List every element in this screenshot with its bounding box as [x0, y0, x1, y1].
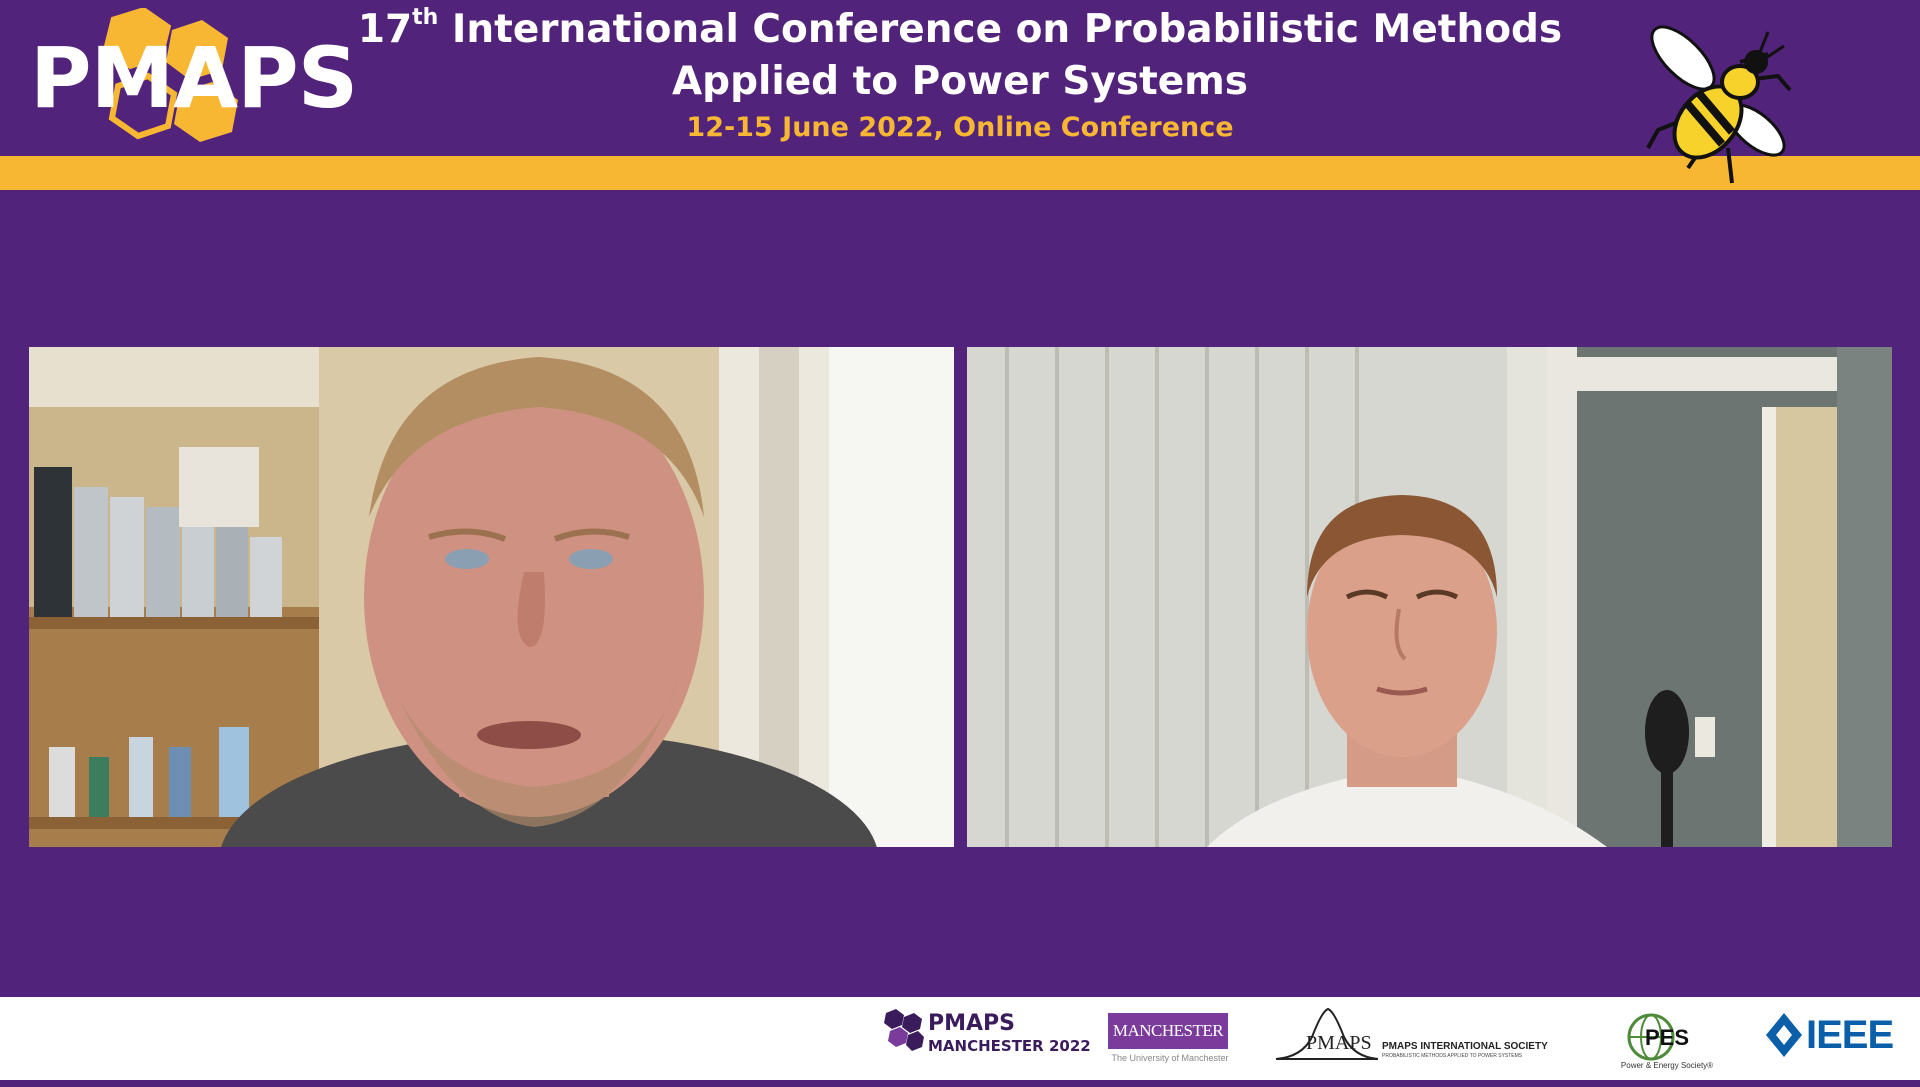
- ieee-name: IEEE: [1806, 1013, 1894, 1057]
- pmaps-footer-title: PMAPS: [928, 1011, 1016, 1036]
- society-name: PMAPS INTERNATIONAL SOCIETY: [1382, 1041, 1548, 1052]
- title-line-2: Applied to Power Systems: [671, 59, 1249, 104]
- conference-title: [340, 4, 1580, 108]
- video-tile-speaker-right[interactable]: [967, 347, 1892, 847]
- ieee-logo: [1762, 997, 1912, 1080]
- ieee-pes-logo: [1617, 997, 1717, 1080]
- pes-name: PES: [1645, 1025, 1690, 1050]
- video-feed-left: [29, 347, 954, 847]
- logo-text: PMAPS: [30, 29, 358, 127]
- sponsor-footer: [0, 997, 1920, 1080]
- pes-caption: Power & Energy Society®: [1620, 1061, 1714, 1070]
- conference-dates: 12-15 June 2022, Online Conference: [686, 112, 1234, 143]
- university-name: MANCHESTER 1824: [1108, 1013, 1228, 1049]
- pmaps-manchester-logo: [872, 997, 1091, 1080]
- pmaps-logo: [22, 8, 367, 156]
- society-tagline: PROBABILISTIC METHODS APPLIED TO POWER SYSTEMS: [1382, 1053, 1523, 1059]
- title-line-1: 17th International Conference on Probabilistic Methods: [357, 5, 1563, 52]
- pmaps-footer-subtitle: MANCHESTER 2022: [928, 1037, 1091, 1055]
- video-feed-right: [967, 347, 1892, 847]
- university-caption: The University of Manchester: [1111, 1053, 1229, 1063]
- svg-text:PMAPS: PMAPS: [1306, 1032, 1372, 1054]
- ieee-diamond-icon: [1762, 997, 1806, 1080]
- honeycomb-icon: [872, 997, 924, 1080]
- pmaps-society-logo: [1272, 997, 1572, 1080]
- bee-icon: [1628, 18, 1798, 188]
- bell-curve-icon: [1272, 997, 1382, 1080]
- video-tile-speaker-left[interactable]: [29, 347, 954, 847]
- university-of-manchester-logo: [1108, 997, 1234, 1080]
